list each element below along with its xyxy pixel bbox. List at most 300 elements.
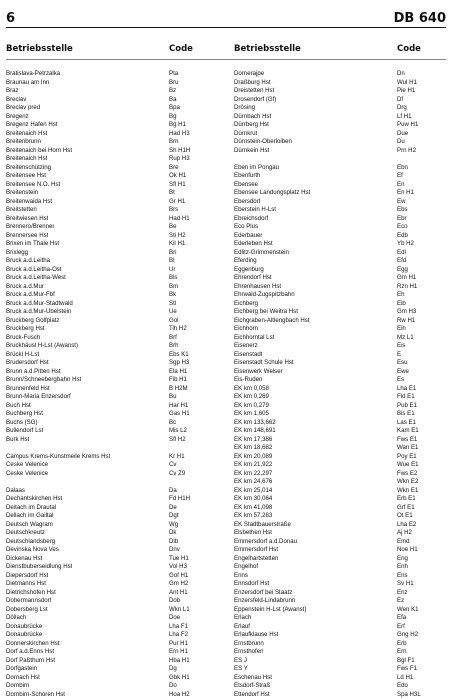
station-name: EK km 22,297 — [234, 470, 272, 479]
station-code: Fib H1 — [169, 376, 187, 385]
station-row — [6, 283, 214, 292]
station-name: Ebensee — [234, 181, 258, 190]
station-name: Ebensee Landungsplatz Hst — [234, 189, 310, 198]
station-name: Bruck a.d.Mur-Fbf — [6, 291, 55, 300]
station-row — [6, 453, 214, 462]
station-name: Erlaufklause Hst — [234, 631, 278, 640]
station-code: Bz — [169, 87, 176, 96]
station-code: Cv Z9 — [169, 470, 185, 479]
station-code: Gof H1 — [169, 572, 188, 581]
station-row — [234, 606, 442, 615]
station-row — [234, 538, 442, 547]
station-row — [234, 470, 442, 479]
station-code: Mz L1 — [397, 334, 414, 343]
station-code: Lha F1 — [169, 623, 188, 632]
station-row — [6, 580, 214, 589]
station-row — [234, 198, 442, 207]
station-row — [6, 393, 214, 402]
station-name: Brunn-Maria Enzersdorf — [6, 393, 71, 402]
station-code: Gr H1 — [169, 198, 185, 207]
station-row — [6, 172, 214, 181]
station-row — [234, 674, 442, 683]
station-row — [6, 555, 214, 564]
station-code: Dob — [169, 597, 180, 606]
station-row — [234, 206, 442, 215]
station-row — [6, 546, 214, 555]
station-name: Deutschlandsberg — [6, 538, 55, 547]
station-code: Ue — [169, 308, 177, 317]
station-row — [6, 96, 214, 105]
station-row — [6, 682, 214, 691]
station-code: Ant H1 — [169, 589, 188, 598]
station-code: Ern H1 — [169, 648, 188, 657]
station-code: Ebn — [397, 164, 408, 173]
station-name: Dorf Paßthurn Hst — [6, 657, 55, 666]
station-name: EK km 30,064 — [234, 495, 272, 504]
station-name: Bratislava-Petrzalka — [6, 70, 60, 79]
station-name: Bruckberg Hst — [6, 325, 45, 334]
station-row — [6, 478, 214, 487]
station-name: Ehrenhausen Hst — [234, 283, 281, 292]
station-row — [234, 215, 442, 224]
station-name: Döllach — [6, 614, 26, 623]
station-code: Brn — [169, 138, 178, 147]
station-name: Brunn a.d.Pitten Hst — [6, 368, 61, 377]
station-row — [234, 572, 442, 581]
station-name: Enns — [234, 572, 248, 581]
station-code: Vol H3 — [169, 563, 187, 572]
station-code: Wg — [169, 521, 178, 530]
station-name: Breitenschützing — [6, 164, 51, 173]
station-row — [6, 138, 214, 147]
station-name: Ebersdorf — [234, 198, 260, 207]
station-code: Ba — [169, 96, 176, 105]
station-row — [234, 130, 442, 139]
station-name: EK km 21,922 — [234, 461, 272, 470]
station-name: Ettendorf Hst — [234, 691, 270, 699]
station-code: Bru — [169, 79, 178, 88]
column-headers — [6, 44, 446, 58]
station-name: Emmersdorf a.d.Donau — [234, 538, 297, 547]
station-row — [6, 436, 214, 445]
station-code: Bm — [169, 283, 178, 292]
station-code: Dgt — [169, 512, 178, 521]
station-name: Brudersdorf Hst — [6, 359, 49, 368]
station-row — [234, 308, 442, 317]
station-name: Braunau am Inn — [6, 79, 49, 88]
station-row — [6, 529, 214, 538]
station-row — [6, 674, 214, 683]
station-code: Doe — [169, 614, 180, 623]
station-name: Breitensee N.Ö. Hst — [6, 181, 60, 190]
station-name: Eco Plus — [234, 223, 258, 232]
station-name: Eisenwerk Welser — [234, 368, 283, 377]
station-name: Burk Hst — [6, 436, 29, 445]
station-row — [6, 648, 214, 657]
station-code: Mis L2 — [169, 427, 187, 436]
station-code: Sh H1H — [169, 147, 190, 156]
station-row — [234, 283, 442, 292]
station-name: Bruck-Fusch — [6, 334, 40, 343]
station-name: ES Y — [234, 665, 248, 674]
station-code: Ern — [397, 648, 406, 657]
station-row — [6, 189, 214, 198]
station-code: Sv H1 — [397, 580, 414, 589]
station-code: Gm H2 — [169, 580, 188, 589]
station-code: Emd — [397, 538, 410, 547]
station-code: Efa — [397, 614, 406, 623]
station-name: Etsdorf-Straß — [234, 682, 270, 691]
station-row — [234, 249, 442, 258]
station-code: Bc — [169, 419, 176, 428]
station-row — [6, 325, 214, 334]
station-name: Dreistetten Hst — [234, 87, 274, 96]
station-code: Efd — [397, 257, 406, 266]
station-code: Tih H2 — [169, 325, 187, 334]
station-row — [6, 631, 214, 640]
station-code: Eis — [397, 342, 405, 351]
station-row — [6, 444, 214, 453]
station-row — [6, 427, 214, 436]
station-row — [6, 121, 214, 130]
station-name: Eis-Ruden — [234, 376, 262, 385]
station-row — [234, 614, 442, 623]
station-row — [234, 240, 442, 249]
station-row — [6, 104, 214, 113]
page-number: 6 — [6, 11, 15, 26]
station-name: Dürnkein Hst — [234, 147, 269, 156]
station-code: Wkn L1 — [169, 606, 190, 615]
station-name: Dickenau Hst — [6, 555, 42, 564]
left-station-header: Betriebsstelle — [6, 44, 73, 54]
station-code: Hba H1 — [169, 657, 190, 666]
station-code: Rzn H1 — [397, 283, 417, 292]
station-name: Eben im Pongau — [234, 164, 279, 173]
station-code: Poy E1 — [397, 453, 417, 462]
station-code: Stl — [169, 300, 176, 309]
station-code: Dk — [169, 529, 176, 538]
station-row — [6, 597, 214, 606]
station-name: Ernstbrunn — [234, 640, 264, 649]
station-name: Brixlegg — [6, 249, 28, 258]
header-rule — [6, 27, 446, 28]
station-row — [6, 240, 214, 249]
station-row — [6, 368, 214, 377]
station-row — [234, 453, 442, 462]
station-row — [6, 470, 214, 479]
station-code: Fws E2 — [397, 470, 417, 479]
station-row — [6, 538, 214, 547]
station-name: Engelhof — [234, 563, 258, 572]
station-row — [6, 504, 214, 513]
station-row — [6, 249, 214, 258]
station-code: Grf E1 — [397, 504, 415, 513]
station-code: Edl — [397, 249, 406, 258]
station-code: Lha E1 — [397, 385, 416, 394]
station-name: EK Stadtbauerstraße — [234, 521, 291, 530]
station-name: Eppenstein H-Lst (Awanst) — [234, 606, 306, 615]
station-name: Eferding — [234, 257, 257, 266]
station-row — [234, 461, 442, 470]
station-row — [6, 308, 214, 317]
station-name: EK km 18,682 — [234, 444, 272, 453]
station-name: Bruckberg Golfplatz — [6, 317, 60, 326]
station-code: Pie H1 — [397, 87, 415, 96]
station-row — [234, 597, 442, 606]
station-name: Dietmanns Hst — [6, 580, 46, 589]
station-row — [6, 606, 214, 615]
station-row — [234, 121, 442, 130]
station-row — [6, 572, 214, 581]
station-name: Ennsdorf Hst — [234, 580, 269, 589]
station-row — [6, 198, 214, 207]
station-code: Rup H3 — [169, 155, 190, 164]
station-name: Eichgraben-Altlengbach Hst — [234, 317, 310, 326]
station-name: Eisenstadt — [234, 351, 262, 360]
station-code: Dg — [169, 665, 177, 674]
station-code: Lf H1 — [397, 113, 412, 122]
station-row — [234, 164, 442, 173]
station-name: Eisenerz — [234, 342, 258, 351]
station-name: Dürrberg Hst — [234, 121, 269, 130]
station-code: Bg — [169, 113, 176, 122]
station-name: Breitenaich Hst — [6, 155, 47, 164]
station-row — [234, 563, 442, 572]
station-name: Bruck a.d.Mur-Übelstein — [6, 308, 71, 317]
station-code: Enz — [397, 589, 408, 598]
station-code: Brh — [169, 342, 178, 351]
station-name: Bregenz — [6, 113, 29, 122]
station-name: Drosendorf (Gf) — [234, 96, 276, 105]
column-header-rule — [6, 59, 446, 60]
station-code: Ef — [397, 172, 403, 181]
station-code: Ld H1 — [397, 674, 413, 683]
station-code: Ebs — [397, 206, 408, 215]
station-row — [6, 79, 214, 88]
station-name: Brennero/Brenner — [6, 223, 54, 232]
station-name: Buchs (SG) — [6, 419, 38, 428]
station-row — [234, 478, 442, 487]
station-code: Bgl F1 — [397, 657, 415, 666]
station-row — [234, 521, 442, 530]
station-code: Bl — [169, 257, 174, 266]
station-code: Sfl H1 — [169, 181, 186, 190]
station-name: Bruck a.d.Mur-Stadtwald — [6, 300, 73, 309]
station-row — [6, 274, 214, 283]
station-name: Bruck a.d.Mur — [6, 283, 44, 292]
station-row — [234, 257, 442, 266]
station-name: Breclav — [6, 96, 26, 105]
station-name: Brennersee Hst — [6, 232, 48, 241]
station-row — [234, 385, 442, 394]
station-code: Lha F2 — [169, 631, 188, 640]
station-code: Bis E1 — [397, 410, 415, 419]
station-row — [6, 665, 214, 674]
station-row — [6, 300, 214, 309]
station-row — [234, 648, 442, 657]
station-code: Hoa H2 — [169, 691, 190, 699]
station-row — [6, 657, 214, 666]
station-name: Ebreichsdorf — [234, 215, 268, 224]
station-code: Wkn E2 — [397, 478, 418, 487]
station-code: Gng H2 — [397, 631, 418, 640]
station-name: EK km 41,098 — [234, 504, 272, 513]
station-code: Fws F1 — [397, 665, 417, 674]
station-row — [234, 487, 442, 496]
station-name: Breitenaich Hst — [6, 130, 47, 139]
station-name: EK km 20,089 — [234, 453, 272, 462]
station-name: EK km 133,662 — [234, 419, 276, 428]
station-row — [234, 138, 442, 147]
station-code: Gm H1 — [397, 274, 416, 283]
station-row — [6, 419, 214, 428]
station-name: Erlach — [234, 614, 251, 623]
station-code: Wkn E1 — [397, 487, 418, 496]
station-name: EK km 25,014 — [234, 487, 272, 496]
station-row — [234, 359, 442, 368]
station-row — [6, 521, 214, 530]
station-code: Bt — [169, 189, 175, 198]
station-name: Bullendorf Lst — [6, 427, 43, 436]
station-code: Egg — [397, 266, 408, 275]
station-name: Draßburg Hst — [234, 79, 271, 88]
station-row — [234, 529, 442, 538]
station-code: Dnv — [169, 546, 180, 555]
station-code: Ela H1 — [169, 368, 187, 377]
station-code: Due — [397, 130, 408, 139]
station-name: Deutschkreutz — [6, 529, 45, 538]
station-name: Elsbethen Hst — [234, 529, 272, 538]
station-row — [6, 147, 214, 156]
station-row — [6, 87, 214, 96]
station-row — [6, 342, 214, 351]
station-row — [6, 266, 214, 275]
station-code: Ez — [397, 597, 404, 606]
station-name: Dienstbuberseidlung Hst — [6, 563, 72, 572]
station-name: Bruck a.d.Leitha-West — [6, 274, 66, 283]
station-row — [234, 223, 442, 232]
page-header — [6, 6, 446, 26]
station-code: Eng — [397, 555, 408, 564]
station-name: Dechantskirchen Hst — [6, 495, 62, 504]
station-name: Donnerskirchen Hst — [6, 640, 60, 649]
station-name: Buchberg Hst — [6, 410, 43, 419]
station-name: Brückl H-Lst — [6, 351, 39, 360]
station-row — [6, 691, 214, 699]
station-row — [6, 614, 214, 623]
station-name: Ceske Velenice — [6, 470, 48, 479]
station-name: Ederbauer — [234, 232, 262, 241]
station-row — [234, 334, 442, 343]
station-code: Erb — [397, 640, 406, 649]
station-code: Be — [169, 223, 176, 232]
station-code: Gm H3 — [397, 308, 416, 317]
station-code: Ur — [169, 266, 175, 275]
station-code: Lha E2 — [397, 521, 416, 530]
station-name: Edlitz-Grimmenstein — [234, 249, 289, 258]
station-code: Eib — [397, 300, 406, 309]
station-code: Had H3 — [169, 130, 190, 139]
station-row — [234, 691, 442, 699]
station-row — [234, 317, 442, 326]
station-code: Ewe — [397, 368, 409, 377]
station-row — [6, 376, 214, 385]
station-code: Bpa — [169, 104, 180, 113]
station-name: Diepersdorf Hst — [6, 572, 48, 581]
station-code: Wue E1 — [397, 461, 419, 470]
station-code: Las E1 — [397, 419, 416, 428]
station-name: Brixen im Thale Hst — [6, 240, 59, 249]
station-code: Kr H1 — [169, 453, 185, 462]
station-row — [6, 206, 214, 215]
station-code: Yb H2 — [397, 240, 414, 249]
station-code: Es — [397, 376, 404, 385]
station-row — [6, 155, 214, 164]
station-name: EK km 57,283 — [234, 512, 272, 521]
station-row — [234, 300, 442, 309]
station-code: Do — [169, 682, 177, 691]
station-code: Wul H1 — [397, 79, 417, 88]
station-row — [234, 368, 442, 377]
station-name: Dellach im Gailtal — [6, 512, 53, 521]
station-row — [234, 342, 442, 351]
station-code: Brf — [169, 334, 177, 343]
station-name: Eichberg — [234, 300, 258, 309]
station-name: EK km 0,058 — [234, 385, 269, 394]
station-code: Fld E1 — [397, 393, 415, 402]
station-name: Engelhartstetten — [234, 555, 278, 564]
station-row — [234, 70, 442, 79]
station-row — [6, 589, 214, 598]
station-row — [6, 291, 214, 300]
station-code: Aj H2 — [397, 529, 412, 538]
station-code: Pur H1 — [169, 640, 188, 649]
station-name: Brunnenfeld Hst — [6, 385, 50, 394]
station-row — [234, 682, 442, 691]
station-row — [6, 359, 214, 368]
station-code: Har H1 — [169, 402, 188, 411]
station-code: Ot E1 — [397, 512, 413, 521]
station-code: Puw H1 — [397, 121, 418, 130]
station-code: Bri — [169, 249, 176, 258]
station-name: Breitenaich bei Horn Hst — [6, 147, 72, 156]
station-name: Eberstein H-Lst — [234, 206, 276, 215]
station-name: EK km 17,386 — [234, 436, 272, 445]
station-row — [6, 351, 214, 360]
station-row — [6, 334, 214, 343]
station-code: Kam E1 — [397, 427, 419, 436]
station-name: Ehrendorf Hst — [234, 274, 272, 283]
station-code: Brs — [169, 206, 178, 215]
station-name: Dorf a.d.Enns Hst — [6, 648, 54, 657]
station-row — [6, 317, 214, 326]
station-row — [6, 640, 214, 649]
station-code: Df — [397, 96, 403, 105]
station-name: ES J — [234, 657, 247, 666]
station-code: Fd H1H — [169, 495, 190, 504]
station-row — [234, 665, 442, 674]
station-code: Bre — [169, 164, 178, 173]
station-row — [234, 79, 442, 88]
station-name: Drösing — [234, 104, 255, 113]
station-row — [234, 512, 442, 521]
station-code: Ens — [397, 572, 408, 581]
station-name: EK km 0,269 — [234, 393, 269, 402]
station-row — [6, 410, 214, 419]
station-row — [6, 113, 214, 122]
station-row — [6, 223, 214, 232]
station-code: Erb E1 — [397, 495, 416, 504]
